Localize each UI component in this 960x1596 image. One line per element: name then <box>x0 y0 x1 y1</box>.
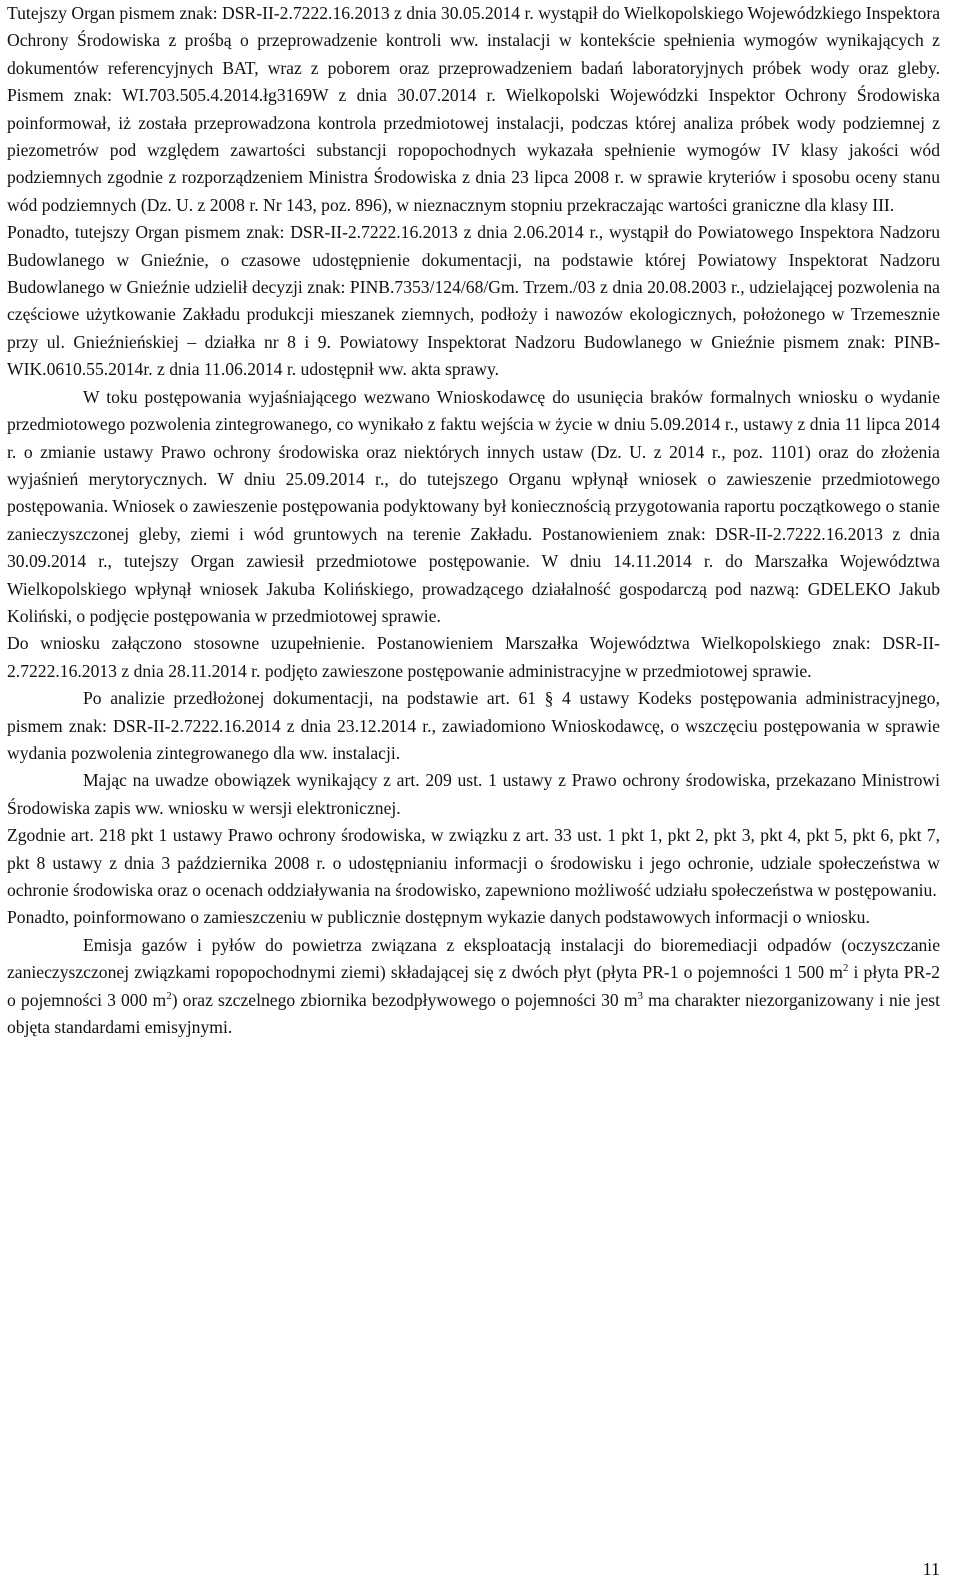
unit-exponent-1: 2 <box>842 962 849 975</box>
emissions-text-part-2: i płyta PR-2 o pojemności 3 000 m <box>7 962 940 1010</box>
paragraph-public-participation: Zgodnie art. 218 pkt 1 ustawy Prawo ochrony środowiska, w związku z art. 33 ust. 1 pkt 1, pkt 2, pkt 3, pkt 4, pkt 5, pkt 6, pkt 7, pkt 8 ustawy z dnia 3 października 2008 r. o udostępnianiu informacji o środowisku i jego ochronie, udziale społeczeństwa w ochronie środowiska oraz o ocenach oddziaływania na środowisko, zapewniono możliwość udziału społeczeństwa w postępowaniu. <box>7 825 940 900</box>
paragraph-public-register: Ponadto, poinformowano o zamieszczeniu w publicznie dostępnym wykazie danych podstawowych informacji o wniosku. <box>7 907 870 928</box>
paragraph-minister-notification: Mając na uwadze obowiązek wynikający z art. 209 ust. 1 ustawy z Prawo ochrony środowiska, przekazano Ministrowi Środowiska zapis ww. wniosku w wersji elektronicznej. <box>7 770 940 818</box>
emissions-text-part-4: ma charakter niezorganizowany i nie jest objęta standardami emisyjnymi. <box>7 989 940 1038</box>
paragraph-resumed-proceedings: Do wniosku załączono stosowne uzupełnienie. Postanowieniem Marszałka Województwa Wielkopolskiego znak: DSR-II-2.7222.16.2013 z dnia 28.11.2014 r. podjęto zawieszone postępowanie administracyjne w przedmiotowej sprawie. <box>7 633 940 681</box>
paragraph-explanatory-proceedings: W toku postępowania wyjaśniającego wezwano Wnioskodawcę do usunięcia braków formalnych wniosku o wydanie przedmiotowego pozwolenia zintegrowanego, co wynikało z faktu wejścia w życie w dniu 5.09.2014 r., ustawy z dnia 11 lipca 2014 r. o zmianie ustawy Prawo ochrony środowiska oraz niektórych innych ustaw (Dz. U. z 2014 r., poz. 1101) oraz do złożenia wyjaśnień merytorycznych. W dniu 25.09.2014 r., do tutejszego Organu wpłynął wniosek o zawieszenie przedmiotowego postępowania. Wniosek o zawieszenie postępowania podyktowany był koniecznością przygotowania raportu początkowego o stanie zanieczyszczonej gleby, ziemi i wód gruntowych na terenie Zakładu. Postanowieniem znak: DSR-II-2.7222.16.2013 z dnia 30.09.2014 r., tutejszy Organ zawiesił przedmiotowe postępowanie. W dniu 14.11.2014 r. do Marszałka Województwa Wielkopolskiego wpłynął wniosek Jakuba Kolińskiego, prowadzącego działalność gospodarczą pod nazwą: GDELEKO Jakub Koliński, o podjęcie postępowania w przedmiotowej sprawie. <box>7 386 940 626</box>
page-number: 11 <box>922 1559 940 1579</box>
emissions-text-part-3: ) oraz szczelnego zbiornika bezodpływowego o pojemności 30 m <box>171 989 638 1010</box>
paragraph-inspection-request: Tutejszy Organ pismem znak: DSR-II-2.7222.16.2013 z dnia 30.05.2014 r. wystąpił do Wielkopolskiego Wojewódzkiego Inspektora Ochrony Środowiska z prośbą o przeprowadzenie kontroli ww. instalacji w kontekście spełnienia wymogów wynikających z dokumentów referencyjnych BAT, wraz z poborem oraz przeprowadzeniem badań laboratoryjnych próbek wody oraz gleby. Pismem znak: WI.703.505.4.2014.łg3169W z dnia 30.07.2014 r. Wielkopolski Wojewódzki Inspektor Ochrony Środowiska poinformował, iż została przeprowadzona kontrola przedmiotowej instalacji, podczas której analiza próbek wody podziemnej z piezometrów pod względem zawartości substancji ropopochodnych wykazała spełnienie wymogów IV klasy jakości wód podziemnych zgodnie z rozporządzeniem Ministra Środowiska z dnia 23 lipca 2008 r. w sprawie kryteriów i sposobu oceny stanu wód podziemnych (Dz. U. z 2008 r. Nr 143, poz. 896), w nieznacznym stopniu przekraczając wartości graniczne dla klasy III. <box>7 3 940 215</box>
paragraph-emissions <box>7 932 940 1042</box>
document-body <box>7 0 940 1041</box>
unit-exponent-2: 2 <box>166 989 172 1002</box>
paragraph-initiation-notice: Po analizie przedłożonej dokumentacji, na podstawie art. 61 § 4 ustawy Kodeks postępowania administracyjnego, pismem znak: DSR-II-2.7222.16.2014 z dnia 23.12.2014 r., zawiadomiono Wnioskodawcę, o wszczęciu postępowania w sprawie wydania pozwolenia zintegrowanego dla ww. instalacji. <box>7 688 940 763</box>
emissions-text-part-1: Emisja gazów i pyłów do powietrza związana z eksploatacją instalacji do bioremediacji odpadów (oczyszczanie zanieczyszczonej związkami ropopochodnymi ziemi) składającej się z dwóch płyt (płyta PR-1 o pojemności 1 500 m <box>7 934 940 983</box>
paragraph-building-supervision: Ponadto, tutejszy Organ pismem znak: DSR-II-2.7222.16.2013 z dnia 2.06.2014 r., wystąpił do Powiatowego Inspektora Nadzoru Budowlanego w Gnieźnie, o czasowe udostępnienie dokumentacji, na podstawie której Powiatowy Inspektorat Nadzoru Budowlanego w Gnieźnie udzielił decyzji znak: PINB.7353/124/68/Gm. Trzem./03 z dnia 20.08.2003 r., udzielającej pozwolenia na częściowe użytkowanie Zakładu produkcji mieszanek ziemnych, podłoży i nawozów ekologicznych, położonego w Trzemesznie przy ul. Gnieźnieńskiej – działka nr 8 i 9. Powiatowy Inspektorat Nadzoru Budowlanego w Gnieźnie pismem znak: PINB-WIK.0610.55.2014r. z dnia 11.06.2014 r. udostępnił ww. akta sprawy. <box>7 222 940 380</box>
unit-exponent-3: 3 <box>637 989 644 1002</box>
